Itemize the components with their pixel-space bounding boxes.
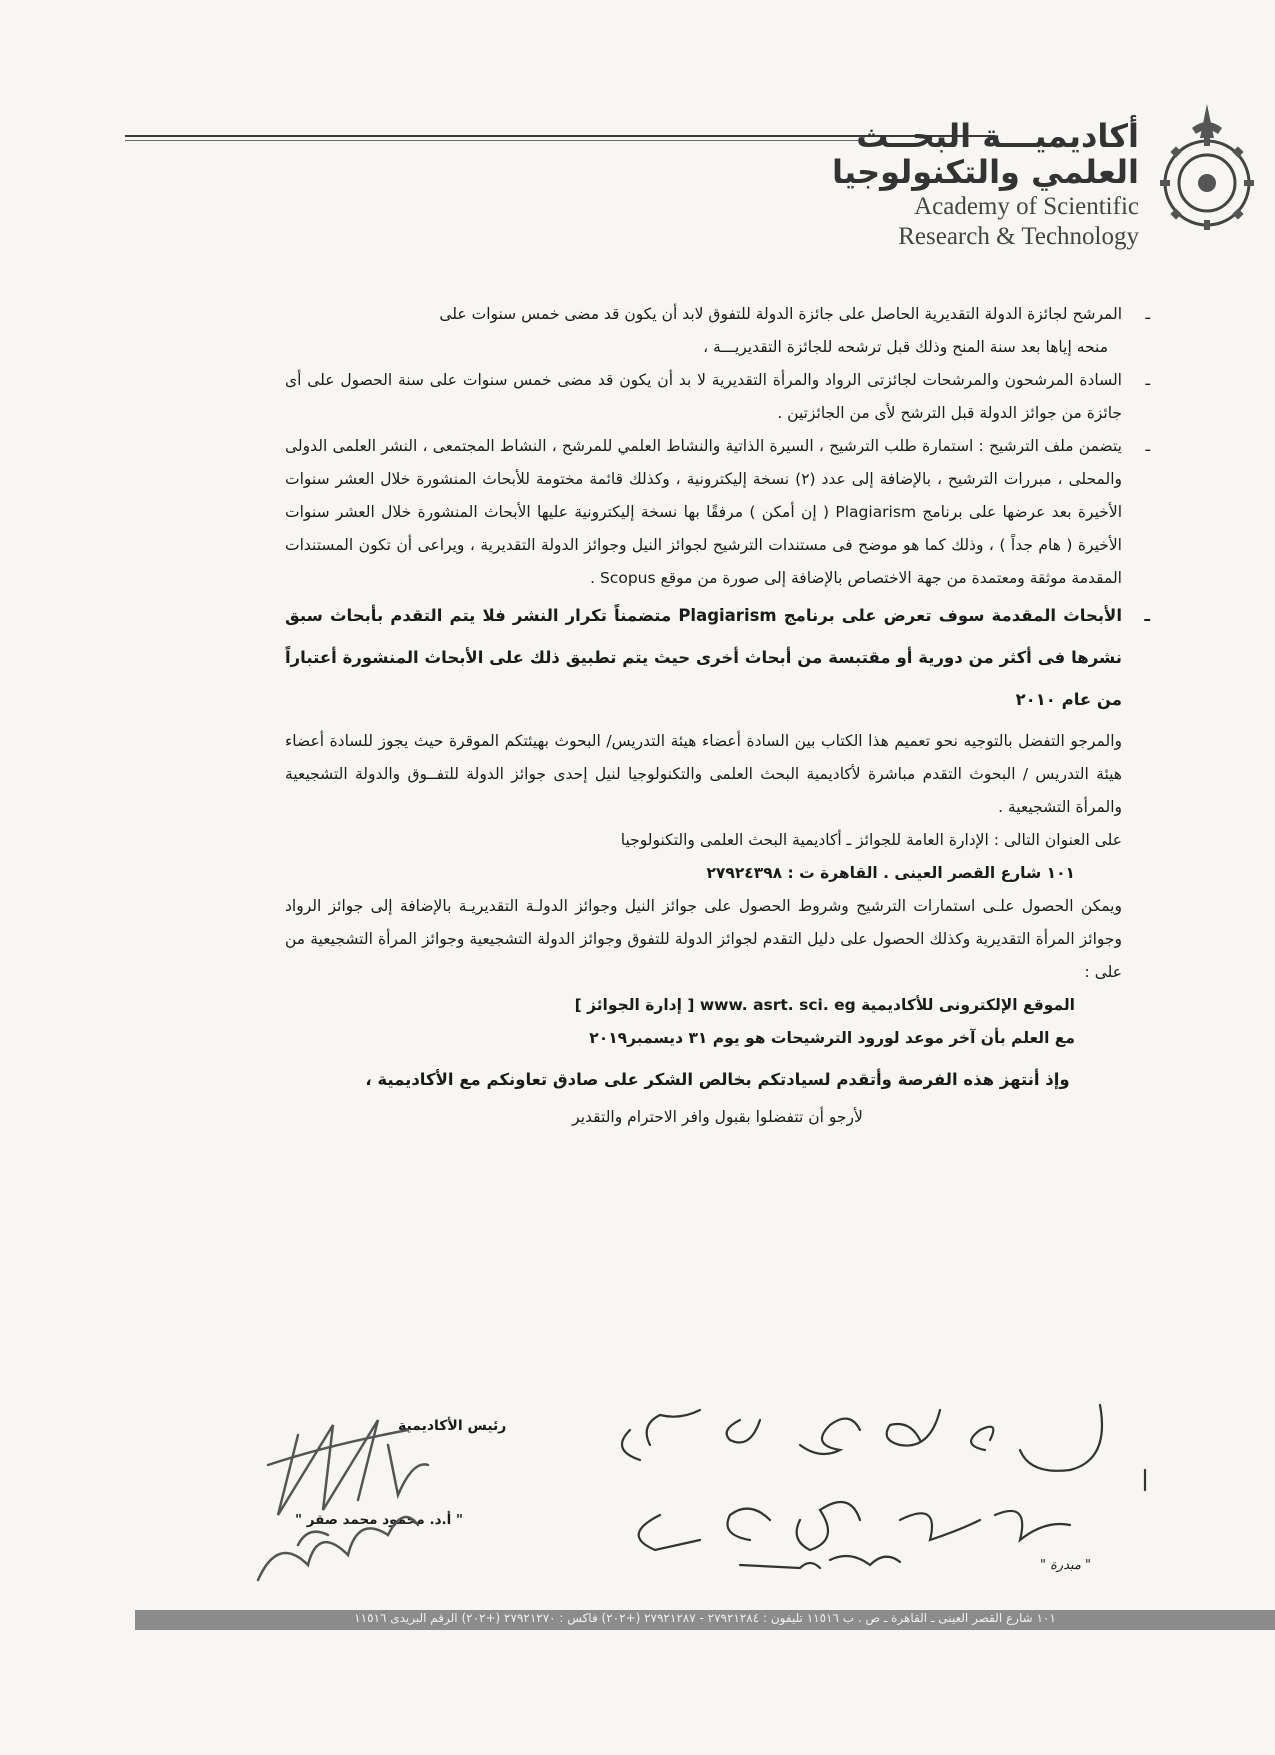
signature-scribble-icon xyxy=(238,1405,438,1605)
stamp-word: " مبدرة " xyxy=(1040,1558,1092,1573)
address-line: ١٠١ شارع القصر العينى . القاهرة ت : ٢٧٩٢٤٣٩٨ xyxy=(706,864,1075,882)
handwritten-note-icon xyxy=(600,1390,1160,1580)
paragraph-2: ـ السادة المرشحون والمرشحات لجائزتى الرواد والمرأة التقديرية لا بد أن يكون قد مضى خمس سنوات على سنة الحصول على أى جائزة من جوائز الدولة قبل الترشح لأى من الجائزتين . xyxy=(285,364,1150,430)
footer-contact: ١٠١ شارع القصر العينى ـ القاهرة ـ ص . ب ١١٥١٦ تليفون : ٢٧٩٢١٢٨٤ - ٢٧٩٢١٢٨٧ (+٢٠٢) فاكس : ٢٧٩٢١٢٧٠ (+٢٠٢) الرقم البريدى ١١٥١٦ xyxy=(354,1611,1056,1625)
paragraph-1: ـ المرشح لجائزة الدولة التقديرية الحاصل على جائزة الدولة للتفوق لابد أن يكون قد مضى خمس سنوات على xyxy=(285,298,1150,331)
paragraph-6: على العنوان التالى : الإدارة العامة للجوائز ـ أكاديمية البحث العلمى والتكنولوجيا xyxy=(620,831,1122,849)
brand-arabic-line1: أكاديميـــة البحــث xyxy=(856,117,1139,155)
paragraph-8: ويمكن الحصول علـى استمارات الترشيح وشروط الحصول على جوائز النيل وجوائز الدولـة التقديريـة بالإضافة إلى جوائز الرواد وجوائز المرأة التقديرية وكذلك الحصول على دليل التقدم لجوائز الدولة للتفوق وجوائز الدولة التشجيعية وجوائز المرأة التشجيعية من على : xyxy=(285,897,1122,981)
letter-body xyxy=(285,298,1150,1134)
brand-english-line2: Research & Technology xyxy=(898,223,1139,250)
signer-title: رئيس الأكاديمية xyxy=(398,1418,507,1434)
paragraph-1-continued: منحه إياها بعد سنة المنح وذلك قبل ترشحه للجائزة التقديريـــة ، xyxy=(703,338,1108,356)
paragraph-4: ـ الأبحاث المقدمة سوف تعرض على برنامج Plagiarism متضمناً تكرار النشر فلا يتم التقدم بأبحاث سبق نشرها فى أكثر من دورية أو مقتبسة من أبحاث أخرى حيث يتم تطبيق ذلك على الأبحاث المنشورة أعتباراً من عام ٢٠١٠ xyxy=(285,595,1150,721)
deadline-line: مع العلم بأن آخر موعد لورود الترشيحات هو يوم ٣١ ديسمبر٢٠١٩ xyxy=(589,1029,1075,1047)
brand-arabic-line2: العلمي والتكنولوجيا xyxy=(832,153,1139,191)
academy-logo-icon xyxy=(1152,98,1262,238)
academy-brand xyxy=(832,118,1139,252)
header-rule-secondary xyxy=(125,140,865,141)
paragraph-3: ـ يتضمن ملف الترشيح : استمارة طلب الترشيح ، السيرة الذاتية والنشاط العلمي للمرشح ، النشاط المجتمعى ، النشر العلمى الدولى والمحلى ، مبررات الترشيح ، بالإضافة إلى عدد (٢) نسخة إليكترونية ، وكذلك قائمة مختومة للأبحاث المنشورة خلال العشر سنوات الأخيرة بعد عرضها على برنامج Plagiarism ( إن أمكن ) مرفقًا بها نسخة إليكترونية عليها الأبحاث المنشورة خلال العشر سنوات الأخيرة ( هام جداً ) ، وذلك كما هو موضح فى مستندات الترشيح لجوائز النيل وجوائز الدولة التقديرية ، ويراعى أن تكون المستندات المقدمة موثقة ومعتمدة من جهة الاختصاص بالإضافة إلى صورة من موقع Scopus . xyxy=(285,430,1150,595)
brand-english-line1: Academy of Scientific xyxy=(914,193,1139,220)
signer-name: " أ.د. محمود محمد صقر " xyxy=(295,1512,464,1528)
closing-thanks: وإذ أنتهز هذه الفرصة وأتقدم لسيادتكم بخالص الشكر على صادق تعاونكم مع الأكاديمية ، xyxy=(365,1070,1070,1089)
website-line: الموقع الإلكترونى للأكاديمية www. asrt. sci. eg [ إدارة الجوائز ] xyxy=(574,996,1075,1014)
paragraph-5: والمرجو التفضل بالتوجيه نحو تعميم هذا الكتاب بين السادة أعضاء هيئة التدريس/ البحوث بهيئتكم الموقرة حيث يجوز للسادة أعضاء هيئة التدريس / البحوث التقدم مباشرة لأكاديمية البحث العلمى والتكنولوجيا لنيل إحدى جوائز الدولة للتفــوق والدولة التشجيعية والمرأة التشجيعية . xyxy=(285,732,1122,816)
closing-regards: لأرجو أن تتفضلوا بقبول وافر الاحترام والتقدير xyxy=(572,1108,863,1126)
